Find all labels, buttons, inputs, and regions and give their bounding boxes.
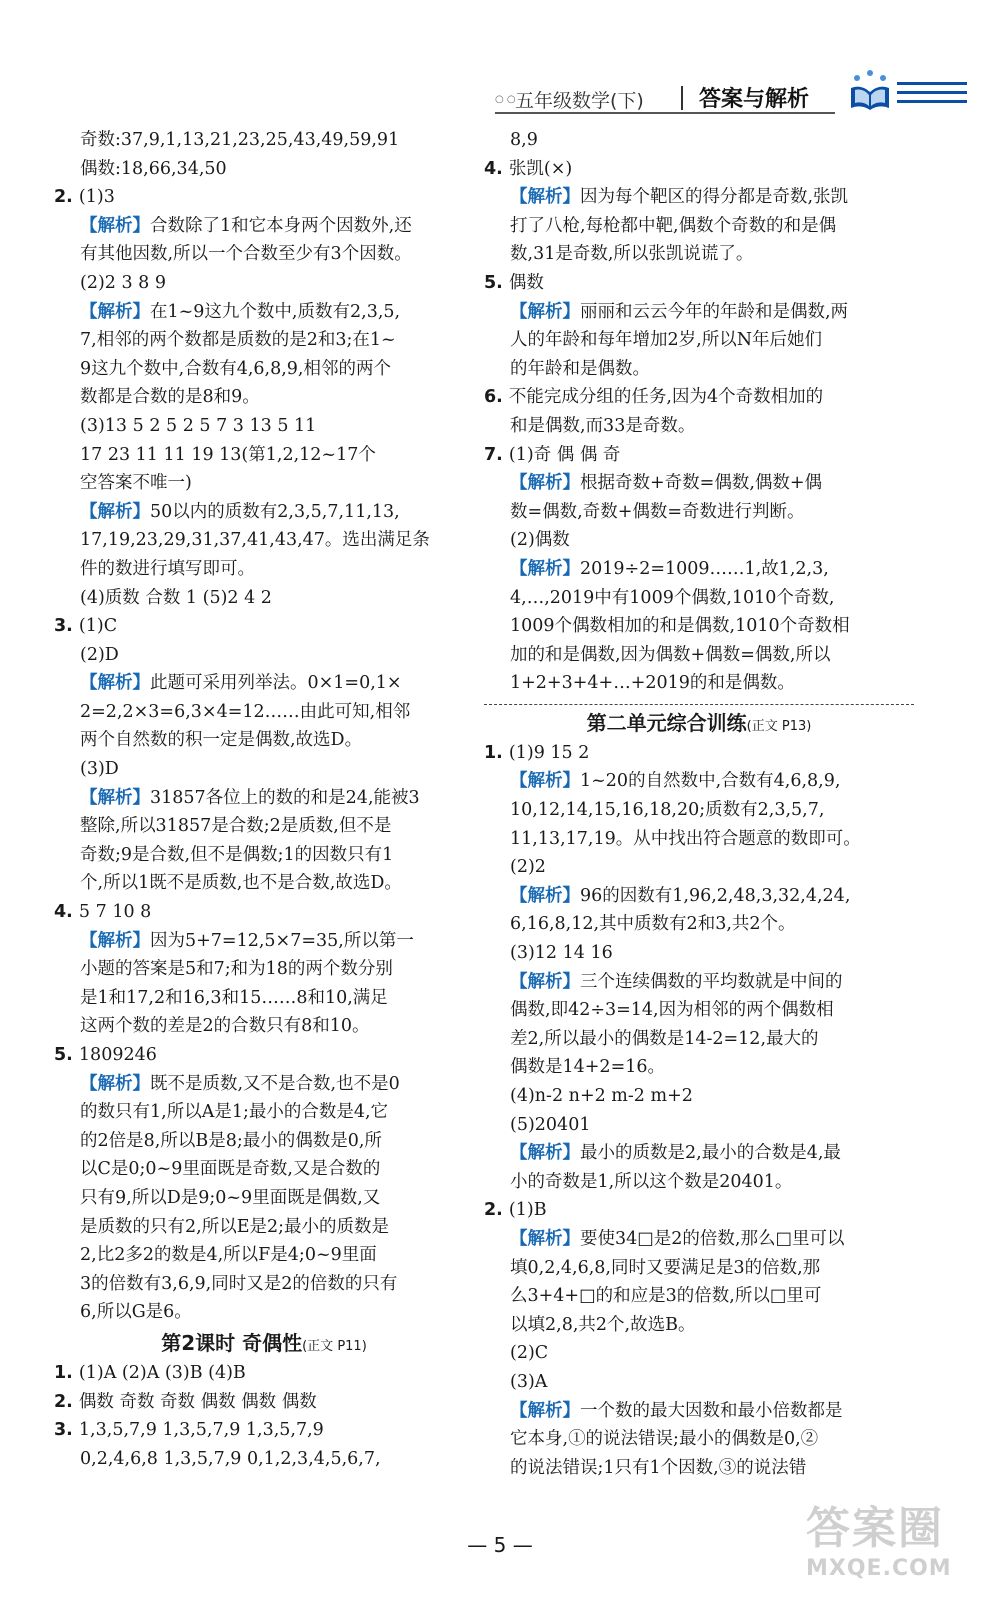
line-text: 空答案不唯一): [80, 473, 192, 494]
text-line: [54, 441, 474, 470]
text-line: [54, 269, 474, 298]
analysis-tag: 【解析】: [80, 501, 150, 522]
line-text: (1)3: [78, 187, 115, 208]
text-line: [484, 1254, 914, 1283]
line-text: 1~20的自然数中,合数有4,6,8,9,: [580, 771, 841, 792]
line-text: 8,9: [510, 130, 538, 150]
question-number: 5.: [484, 272, 509, 293]
text-line: [484, 1025, 914, 1054]
line-text: (1)9 15 2: [508, 742, 590, 763]
text-line: [484, 298, 914, 327]
line-text: (1)A (2)A (3)B (4)B: [78, 1362, 246, 1383]
analysis-tag: 【解析】: [80, 930, 150, 951]
page-number: — 5 —: [467, 1533, 533, 1557]
section-heading-text: 第2课时 奇偶性: [161, 1330, 303, 1355]
line-text: 一个数的最大因数和最小倍数都是: [580, 1400, 843, 1421]
text-line: [484, 641, 914, 670]
line-text: (2)偶数: [510, 530, 570, 551]
question-number: 3.: [54, 616, 79, 637]
line-text: 根据奇数+奇数=偶数,偶数+偶: [580, 473, 823, 494]
text-line: [484, 968, 914, 997]
text-line: [54, 1184, 474, 1213]
line-text: 填0,2,4,6,8,同时又要满足是3的倍数,那: [510, 1257, 821, 1278]
text-line: [54, 183, 474, 212]
line-text: 奇数:37,9,1,13,21,23,25,43,49,59,91: [80, 130, 400, 150]
text-line: [484, 498, 914, 527]
line-text: 的年龄和是偶数。: [510, 358, 650, 379]
text-line: [54, 498, 474, 527]
question-number: 2.: [54, 187, 79, 208]
text-line: [54, 326, 474, 355]
line-text: (5)20401: [510, 1114, 591, 1135]
line-text: 1009个偶数相加的和是偶数,1010个奇数相: [510, 616, 850, 637]
text-line: [54, 669, 474, 698]
analysis-tag: 【解析】: [80, 301, 150, 322]
text-line: [54, 755, 474, 784]
text-line: [484, 269, 914, 298]
analysis-tag: 【解析】: [510, 771, 580, 792]
line-text: 两个自然数的积一定是偶数,故选D。: [80, 730, 363, 751]
line-text: 合数除了1和它本身两个因数外,还: [150, 215, 412, 236]
line-text: 2019÷2=1009……1,故1,2,3,: [580, 558, 829, 579]
line-text: 4,…,2019中有1009个偶数,1010个奇数,: [510, 587, 835, 608]
line-text: (1)B: [508, 1200, 547, 1221]
text-line: [54, 555, 474, 584]
line-text: 以填2,8,共2个,故选B。: [510, 1314, 696, 1335]
header-title: 答案与解析: [699, 87, 810, 112]
text-line: [54, 1416, 474, 1445]
line-text: 2=2,2×3=6,3×4=12……由此可知,相邻: [80, 701, 411, 722]
line-text: 在1~9这九个数中,质数有2,3,5,: [150, 301, 401, 322]
line-text: 是质数的只有2,所以E是2;最小的质数是: [80, 1216, 390, 1237]
line-text: 个,所以1既不是质数,也不是合数,故选D。: [80, 873, 402, 894]
analysis-tag: 【解析】: [80, 1073, 150, 1094]
question-number: 2.: [484, 1200, 509, 1221]
text-line: [484, 183, 914, 212]
line-text: 偶数,即42÷3=14,因为相邻的两个偶数相: [510, 1000, 834, 1021]
line-text: 的2倍是8,所以B是8;最小的偶数是0,所: [80, 1130, 382, 1151]
line-text: 这两个数的差是2的合数只有8和10。: [80, 1016, 370, 1037]
analysis-tag: 【解析】: [80, 787, 150, 808]
text-line: [54, 784, 474, 813]
text-line: [484, 1397, 914, 1426]
line-text: (2)2 3 8 9: [80, 272, 167, 293]
line-text: 张凯(×): [508, 158, 573, 179]
question-number: 5.: [54, 1045, 79, 1065]
line-text: (2)C: [510, 1343, 549, 1364]
text-line: [54, 955, 474, 984]
line-text: 1+2+3+4+…+2019的和是偶数。: [510, 673, 795, 694]
analysis-tag: 【解析】: [510, 1143, 580, 1164]
question-number: 3.: [54, 1420, 79, 1441]
line-text: 既不是质数,又不是合数,也不是0: [150, 1073, 400, 1094]
text-line: [484, 326, 914, 355]
line-text: 偶数 奇数 奇数 偶数 偶数 偶数: [78, 1391, 317, 1412]
line-text: 31857各位上的数的和是24,能被3: [150, 787, 420, 808]
question-number: 1.: [484, 742, 509, 763]
line-text: (3)A: [510, 1371, 548, 1392]
question-number: 6.: [484, 387, 509, 408]
analysis-tag: 【解析】: [510, 473, 580, 494]
line-text: 6,所以G是6。: [80, 1302, 192, 1323]
question-number: 4.: [54, 902, 79, 923]
section-page-ref: (正文 P11): [302, 1338, 367, 1354]
line-text: (4)n-2 n+2 m-2 m+2: [510, 1086, 693, 1106]
left-column: [54, 126, 474, 1473]
text-line: [54, 1388, 474, 1417]
line-text: 以C是0;0~9里面既是奇数,又是合数的: [80, 1159, 381, 1180]
line-text: 数都是合数的是8和9。: [80, 387, 260, 408]
text-line: [484, 1111, 914, 1140]
text-line: [54, 126, 474, 155]
section-heading-text: 第二单元综合训练: [586, 710, 747, 735]
text-line: [484, 612, 914, 641]
analysis-tag: 【解析】: [510, 1228, 580, 1249]
text-line: [54, 469, 474, 498]
text-line: [54, 355, 474, 384]
line-text: (3)D: [80, 759, 119, 780]
text-line: [484, 126, 914, 155]
text-line: [54, 1155, 474, 1184]
line-text: 差2,所以最小的偶数是14-2=12,最大的: [510, 1028, 819, 1049]
decorative-dots: ○ ○: [495, 94, 516, 105]
line-text: 6,16,8,12,其中质数有2和3,共2个。: [510, 914, 796, 935]
text-line: [484, 1425, 914, 1454]
text-line: [54, 212, 474, 241]
line-text: 加的和是偶数,因为偶数+偶数=偶数,所以: [510, 644, 831, 665]
text-line: [484, 355, 914, 384]
text-line: [54, 984, 474, 1013]
line-text: 的数只有1,所以A是1;最小的合数是4,它: [80, 1102, 389, 1123]
text-line: [484, 1368, 914, 1397]
line-text: 2,比2多2的数是4,所以F是4;0~9里面: [80, 1245, 377, 1266]
text-line: [54, 1298, 474, 1327]
text-line: [54, 412, 474, 441]
line-text: (2)2: [510, 857, 546, 878]
text-line: [484, 383, 914, 412]
text-line: [484, 1282, 914, 1311]
text-line: [54, 698, 474, 727]
line-text: 件的数进行填写即可。: [80, 558, 255, 579]
right-column: [484, 126, 914, 1482]
line-text: 因为5+7=12,5×7=35,所以第一: [150, 930, 414, 951]
analysis-tag: 【解析】: [510, 187, 580, 208]
line-text: 9这九个数中,合数有4,6,8,9,相邻的两个: [80, 358, 391, 379]
line-text: 10,12,14,15,16,18,20;质数有2,3,5,7,: [510, 800, 825, 821]
question-number: 4.: [484, 158, 509, 179]
text-line: [484, 996, 914, 1025]
text-line: [54, 812, 474, 841]
text-line: [484, 555, 914, 584]
line-text: 是1和17,2和16,3和15……8和10,满足: [80, 987, 388, 1008]
line-text: (4)质数 合数 1 (5)2 4 2: [80, 587, 272, 608]
text-line: [484, 910, 914, 939]
text-line: [484, 796, 914, 825]
text-line: [484, 1139, 914, 1168]
analysis-tag: 【解析】: [510, 558, 580, 579]
text-line: [484, 1082, 914, 1111]
line-text: 偶数:18,66,34,50: [80, 158, 227, 179]
line-text: (3)12 14 16: [510, 943, 613, 964]
text-line: [484, 669, 914, 698]
line-text: 11,13,17,19。从中找出符合题意的数即可。: [510, 828, 861, 849]
line-text: 0,2,4,6,8 1,3,5,7,9 0,1,2,3,4,5,6,7,: [80, 1448, 381, 1469]
text-line: [54, 1127, 474, 1156]
text-line: [54, 841, 474, 870]
analysis-tag: 【解析】: [80, 673, 150, 694]
line-text: 整除,所以31857是合数;2是质数,但不是: [80, 816, 392, 837]
header-rule: [495, 112, 835, 114]
section-divider: [484, 704, 914, 705]
line-text: 丽丽和云云今年的年龄和是偶数,两: [580, 301, 849, 322]
line-text: 最小的质数是2,最小的合数是4,最: [580, 1143, 841, 1164]
text-line: [54, 298, 474, 327]
text-line: [54, 612, 474, 641]
line-text: 数,31是奇数,所以张凯说谎了。: [510, 244, 754, 265]
line-text: 只有9,所以D是9;0~9里面既是偶数,又: [80, 1187, 381, 1208]
page-header: [485, 76, 980, 124]
line-text: 三个连续偶数的平均数就是中间的: [580, 971, 843, 992]
text-line: [54, 641, 474, 670]
line-text: 17,19,23,29,31,37,41,43,47。选出满足条: [80, 530, 430, 551]
line-text: (3)13 5 2 5 2 5 7 3 13 5 11: [80, 415, 317, 436]
watermark-logo: 答案圈 MXQE.COM: [806, 1503, 952, 1581]
text-line: [54, 1012, 474, 1041]
section-heading: [484, 707, 914, 739]
text-line: [484, 584, 914, 613]
text-line: [54, 1270, 474, 1299]
text-line: [484, 939, 914, 968]
text-line: [54, 1098, 474, 1127]
line-text: 50以内的质数有2,3,5,7,11,13,: [150, 501, 400, 522]
analysis-tag: 【解析】: [510, 301, 580, 322]
text-line: [54, 240, 474, 269]
text-line: [54, 898, 474, 927]
line-text: 7,相邻的两个数都是质数的是2和3;在1~: [80, 330, 396, 351]
text-line: [484, 469, 914, 498]
question-number: 1.: [54, 1362, 79, 1383]
header-lines: [897, 82, 967, 109]
line-text: 不能完成分组的任务,因为4个奇数相加的: [508, 387, 824, 408]
text-line: [54, 869, 474, 898]
line-text: 有其他因数,所以一个合数至少有3个因数。: [80, 244, 412, 265]
text-line: [484, 1053, 914, 1082]
line-text: 偶数: [508, 272, 544, 293]
text-line: [54, 155, 474, 184]
text-line: [484, 1339, 914, 1368]
line-text: 因为每个靶区的得分都是奇数,张凯: [580, 187, 849, 208]
line-text: 小题的答案是5和7;和为18的两个数分别: [80, 959, 393, 980]
line-text: 和是偶数,而33是奇数。: [510, 415, 696, 436]
line-text: 人的年龄和每年增加2岁,所以N年后她们: [510, 330, 823, 351]
analysis-tag: 【解析】: [80, 215, 150, 236]
section-heading: [54, 1327, 474, 1359]
line-text: 偶数是14+2=16。: [510, 1057, 665, 1078]
text-line: [484, 155, 914, 184]
line-text: 小的奇数是1,所以这个数是20401。: [510, 1171, 793, 1192]
line-text: 么3+4+□的和应是3的倍数,所以□里可: [510, 1286, 822, 1307]
text-line: [54, 1041, 474, 1070]
text-line: [54, 1359, 474, 1388]
book-icon: [847, 68, 893, 114]
line-text: 数=偶数,奇数+偶数=奇数进行判断。: [510, 501, 805, 522]
line-text: 打了八枪,每枪都中靶,偶数个奇数的和是偶: [510, 215, 837, 236]
text-line: [54, 383, 474, 412]
analysis-tag: 【解析】: [510, 885, 580, 906]
line-text: 96的因数有1,96,2,48,3,32,4,24,: [580, 885, 851, 906]
text-line: [484, 853, 914, 882]
text-line: [54, 584, 474, 613]
line-text: 5 7 10 8: [78, 902, 152, 923]
text-line: [484, 212, 914, 241]
line-text: 要使34□是2的倍数,那么□里可以: [580, 1228, 845, 1249]
analysis-tag: 【解析】: [510, 1400, 580, 1421]
text-line: [54, 1241, 474, 1270]
text-line: [484, 240, 914, 269]
line-text: (1)奇 偶 偶 奇: [508, 444, 621, 465]
text-line: [54, 726, 474, 755]
line-text: 的说法错误;1只有1个因数,③的说法错: [510, 1457, 807, 1478]
question-number: 7.: [484, 444, 509, 465]
text-line: [484, 1225, 914, 1254]
text-line: [484, 767, 914, 796]
analysis-tag: 【解析】: [510, 971, 580, 992]
text-line: [484, 882, 914, 911]
text-line: [484, 739, 914, 768]
line-text: 3的倍数有3,6,9,同时又是2的倍数的只有: [80, 1273, 398, 1294]
line-text: 1809246: [78, 1045, 157, 1065]
section-page-ref: (正文 P13): [746, 718, 812, 734]
text-line: [54, 1445, 474, 1474]
text-line: [484, 825, 914, 854]
line-text: 17 23 11 11 19 13(第1,2,12~17个: [80, 444, 376, 465]
text-line: [54, 1213, 474, 1242]
text-line: [484, 1196, 914, 1225]
line-text: 它本身,①的说法错误;最小的偶数是0,②: [510, 1429, 819, 1450]
text-line: [54, 526, 474, 555]
text-line: [484, 441, 914, 470]
book-subject: 五年级数学(下): [515, 90, 644, 112]
text-line: [54, 1070, 474, 1099]
line-text: 奇数;9是合数,但不是偶数;1的因数只有1: [80, 844, 394, 865]
header-divider: [681, 86, 683, 110]
text-line: [484, 1454, 914, 1483]
text-line: [54, 927, 474, 956]
text-line: [484, 412, 914, 441]
text-line: [484, 526, 914, 555]
question-number: 2.: [54, 1391, 79, 1412]
line-text: (2)D: [80, 644, 119, 665]
line-text: 此题可采用列举法。0×1=0,1×: [150, 673, 402, 694]
line-text: 1,3,5,7,9 1,3,5,7,9 1,3,5,7,9: [78, 1420, 324, 1441]
text-line: [484, 1168, 914, 1197]
text-line: [484, 1311, 914, 1340]
line-text: (1)C: [78, 616, 118, 637]
